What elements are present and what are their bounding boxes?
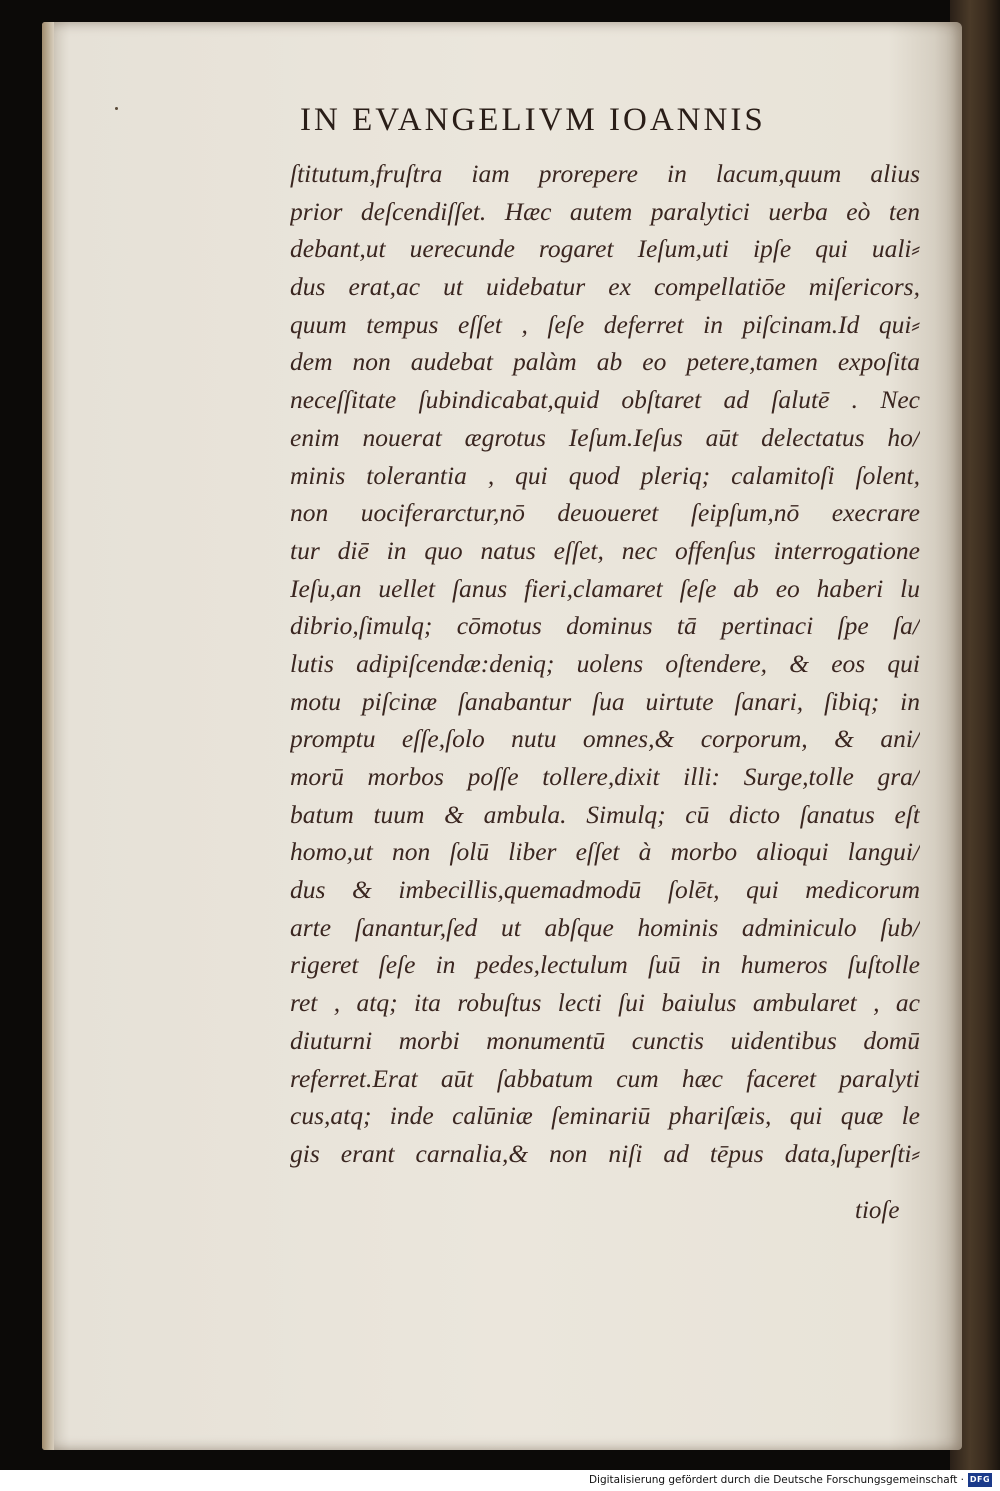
text-line: batum tuum & ambula. Simulq; cū dicto ſanatus eſt — [290, 799, 920, 829]
page-gutter-edge — [42, 22, 54, 1450]
text-line: neceſſitate ſubindicabat,quid obſtaret ad ſalutē . Nec — [290, 385, 920, 415]
text-line: Ieſu,an uellet ſanus fieri,clamaret ſeſe ab eo haberi lu — [290, 573, 920, 603]
text-line: diuturni morbi monumentū cunctis uidentibus domū — [290, 1025, 920, 1055]
text-line: morū morbos poſſe tollere,dixit illi: Surge,tolle gra/ — [290, 762, 920, 791]
text-line: quum tempus eſſet , ſeſe deferret in piſcinam.Id qui⸗ — [290, 309, 920, 339]
text-line: motu piſcinæ ſanabantur ſua uirtute ſanari, ſibiq; in — [290, 686, 920, 716]
text-line: enim nouerat ægrotus Ieſum.Ieſus aūt delectatus ho/ — [290, 422, 920, 452]
text-line: dibrio,ſimulq; cōmotus dominus tā pertinaci ſpe ſa/ — [290, 611, 920, 641]
text-line: rigeret ſeſe in pedes,lectulum ſuū in humeros ſuſtolle — [290, 950, 920, 980]
ink-speck — [115, 107, 118, 110]
footer-bar — [0, 1470, 1000, 1491]
running-head: IN EVANGELIVM IOANNIS — [300, 102, 766, 138]
text-line: ret , atq; ita robuſtus lecti ſui baiulus ambularet , ac — [290, 988, 920, 1018]
text-line: arte ſanantur,ſed ut abſque hominis adminiculo ſub/ — [290, 912, 920, 942]
text-line: non uociferarctur,nō deuoueret ſeipſum,nō execrare — [290, 498, 920, 528]
text-line: dus erat,ac ut uidebatur ex compellatiōe miſericors, — [290, 272, 920, 302]
text-line: referret.Erat aūt ſabbatum cum hæc faceret paralyti — [290, 1063, 920, 1093]
text-line: lutis adipiſcendæ:deniq; uolens oſtendere, & eos qui — [290, 648, 920, 678]
text-line: prior deſcendiſſet. Hæc autem paralytici uerba eò ten — [290, 196, 920, 226]
text-line: tur diē in quo natus eſſet, nec offenſus interrogatione — [290, 535, 920, 565]
text-line: promptu eſſe,ſolo nutu omnes,& corporum, & ani/ — [290, 724, 920, 754]
text-line: minis tolerantia , qui quod pleriq; calamitoſi ſolent, — [290, 460, 920, 490]
text-line: dem non audebat palàm ab eo petere,tamen expoſita — [290, 347, 920, 377]
dfg-logo-icon: DFG — [968, 1473, 992, 1487]
text-line: cus,atq; inde calūniæ ſeminariū phariſæis, qui quæ le — [290, 1101, 920, 1131]
text-line: homo,ut non ſolū liber eſſet à morbo alioqui langui/ — [290, 837, 920, 867]
text-line: gis erant carnalia,& non niſi ad tēpus data,ſuperſti⸗ — [290, 1138, 920, 1168]
text-line: dus & imbecillis,quemadmodū ſolēt, qui medicorum — [290, 875, 920, 905]
text-line: ſtitutum,fruſtra iam prorepere in lacum,quum alius — [290, 159, 920, 188]
body-text — [290, 155, 920, 1173]
funding-credit: Digitalisierung gefördert durch die Deutsche Forschungsgemeinschaft · — [588, 1474, 964, 1486]
text-line: debant,ut uerecunde rogaret Ieſum,uti ipſe qui uali⸗ — [290, 234, 920, 264]
catchword: tioſe — [855, 1197, 900, 1224]
